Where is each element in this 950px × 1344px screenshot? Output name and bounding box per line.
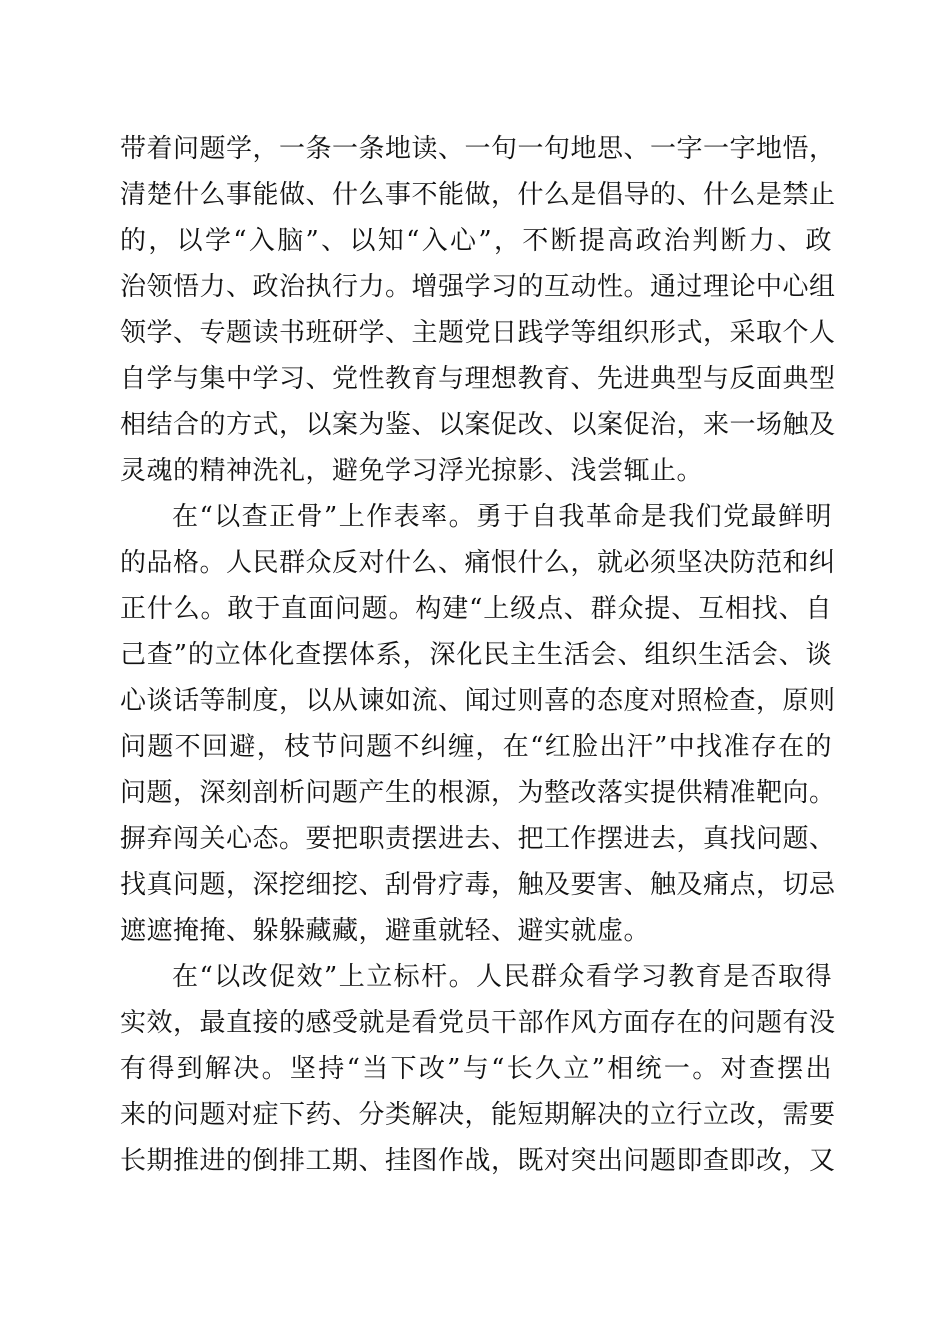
text-line: 治领悟力、政治执行力。增强学习的互动性。通过理论中心组 <box>120 272 836 302</box>
text-line: 带着问题学，一条一条地读、一句一句地思、一字一字地悟， <box>120 134 836 164</box>
text-line: 己查”的立体化查摆体系，深化民主生活会、组织生活会、谈 <box>120 640 832 670</box>
text-line: 遮遮掩掩、躲躲藏藏，避重就轻、避实就虚。 <box>120 916 651 946</box>
text-line: 清楚什么事能做、什么事不能做，什么是倡导的、什么是禁止 <box>120 180 836 210</box>
text-line: 找真问题，深挖细挖、刮骨疗毒，触及要害、触及痛点，切忌 <box>120 870 836 900</box>
text-line: 心谈话等制度，以从谏如流、闻过则喜的态度对照检查，原则 <box>120 686 836 716</box>
text-line: 来的问题对症下药、分类解决，能短期解决的立行立改，需要 <box>120 1100 836 1130</box>
text-line: 领学、专题读书班研学、主题党日践学等组织形式，采取个人 <box>120 318 836 348</box>
text-line: 的，以学“入脑”、以知“入心”，不断提高政治判断力、政 <box>120 226 832 256</box>
text-line: 自学与集中学习、党性教育与理想教育、先进典型与反面典型 <box>120 364 836 394</box>
text-line: 实效，最直接的感受就是看党员干部作风方面存在的问题有没 <box>120 1008 836 1038</box>
text-line: 灵魂的精神洗礼，避免学习浮光掠影、浅尝辄止。 <box>120 456 704 486</box>
text-line: 摒弃闯关心态。要把职责摆进去、把工作摆进去，真找问题、 <box>120 824 836 854</box>
paragraph-start-line: 在“以查正骨”上作表率。勇于自我革命是我们党最鲜明 <box>172 502 832 532</box>
text-line: 有得到解决。坚持“当下改”与“长久立”相统一。对查摆出 <box>120 1054 832 1084</box>
text-line: 的品格。人民群众反对什么、痛恨什么，就必须坚决防范和纠 <box>120 548 836 578</box>
text-line: 问题，深刻剖析问题产生的根源，为整改落实提供精准靶向。 <box>120 778 836 808</box>
text-line: 长期推进的倒排工期、挂图作战，既对突出问题即查即改，又 <box>120 1146 836 1176</box>
body-text <box>120 126 836 1184</box>
text-line: 问题不回避，枝节问题不纠缠，在“红脸出汗”中找准存在的 <box>120 732 832 762</box>
text-line: 正什么。敢于直面问题。构建“上级点、群众提、互相找、自 <box>120 594 832 624</box>
text-line: 相结合的方式，以案为鉴、以案促改、以案促治，来一场触及 <box>120 410 836 440</box>
paragraph-start-line: 在“以改促效”上立标杆。人民群众看学习教育是否取得 <box>172 962 832 992</box>
